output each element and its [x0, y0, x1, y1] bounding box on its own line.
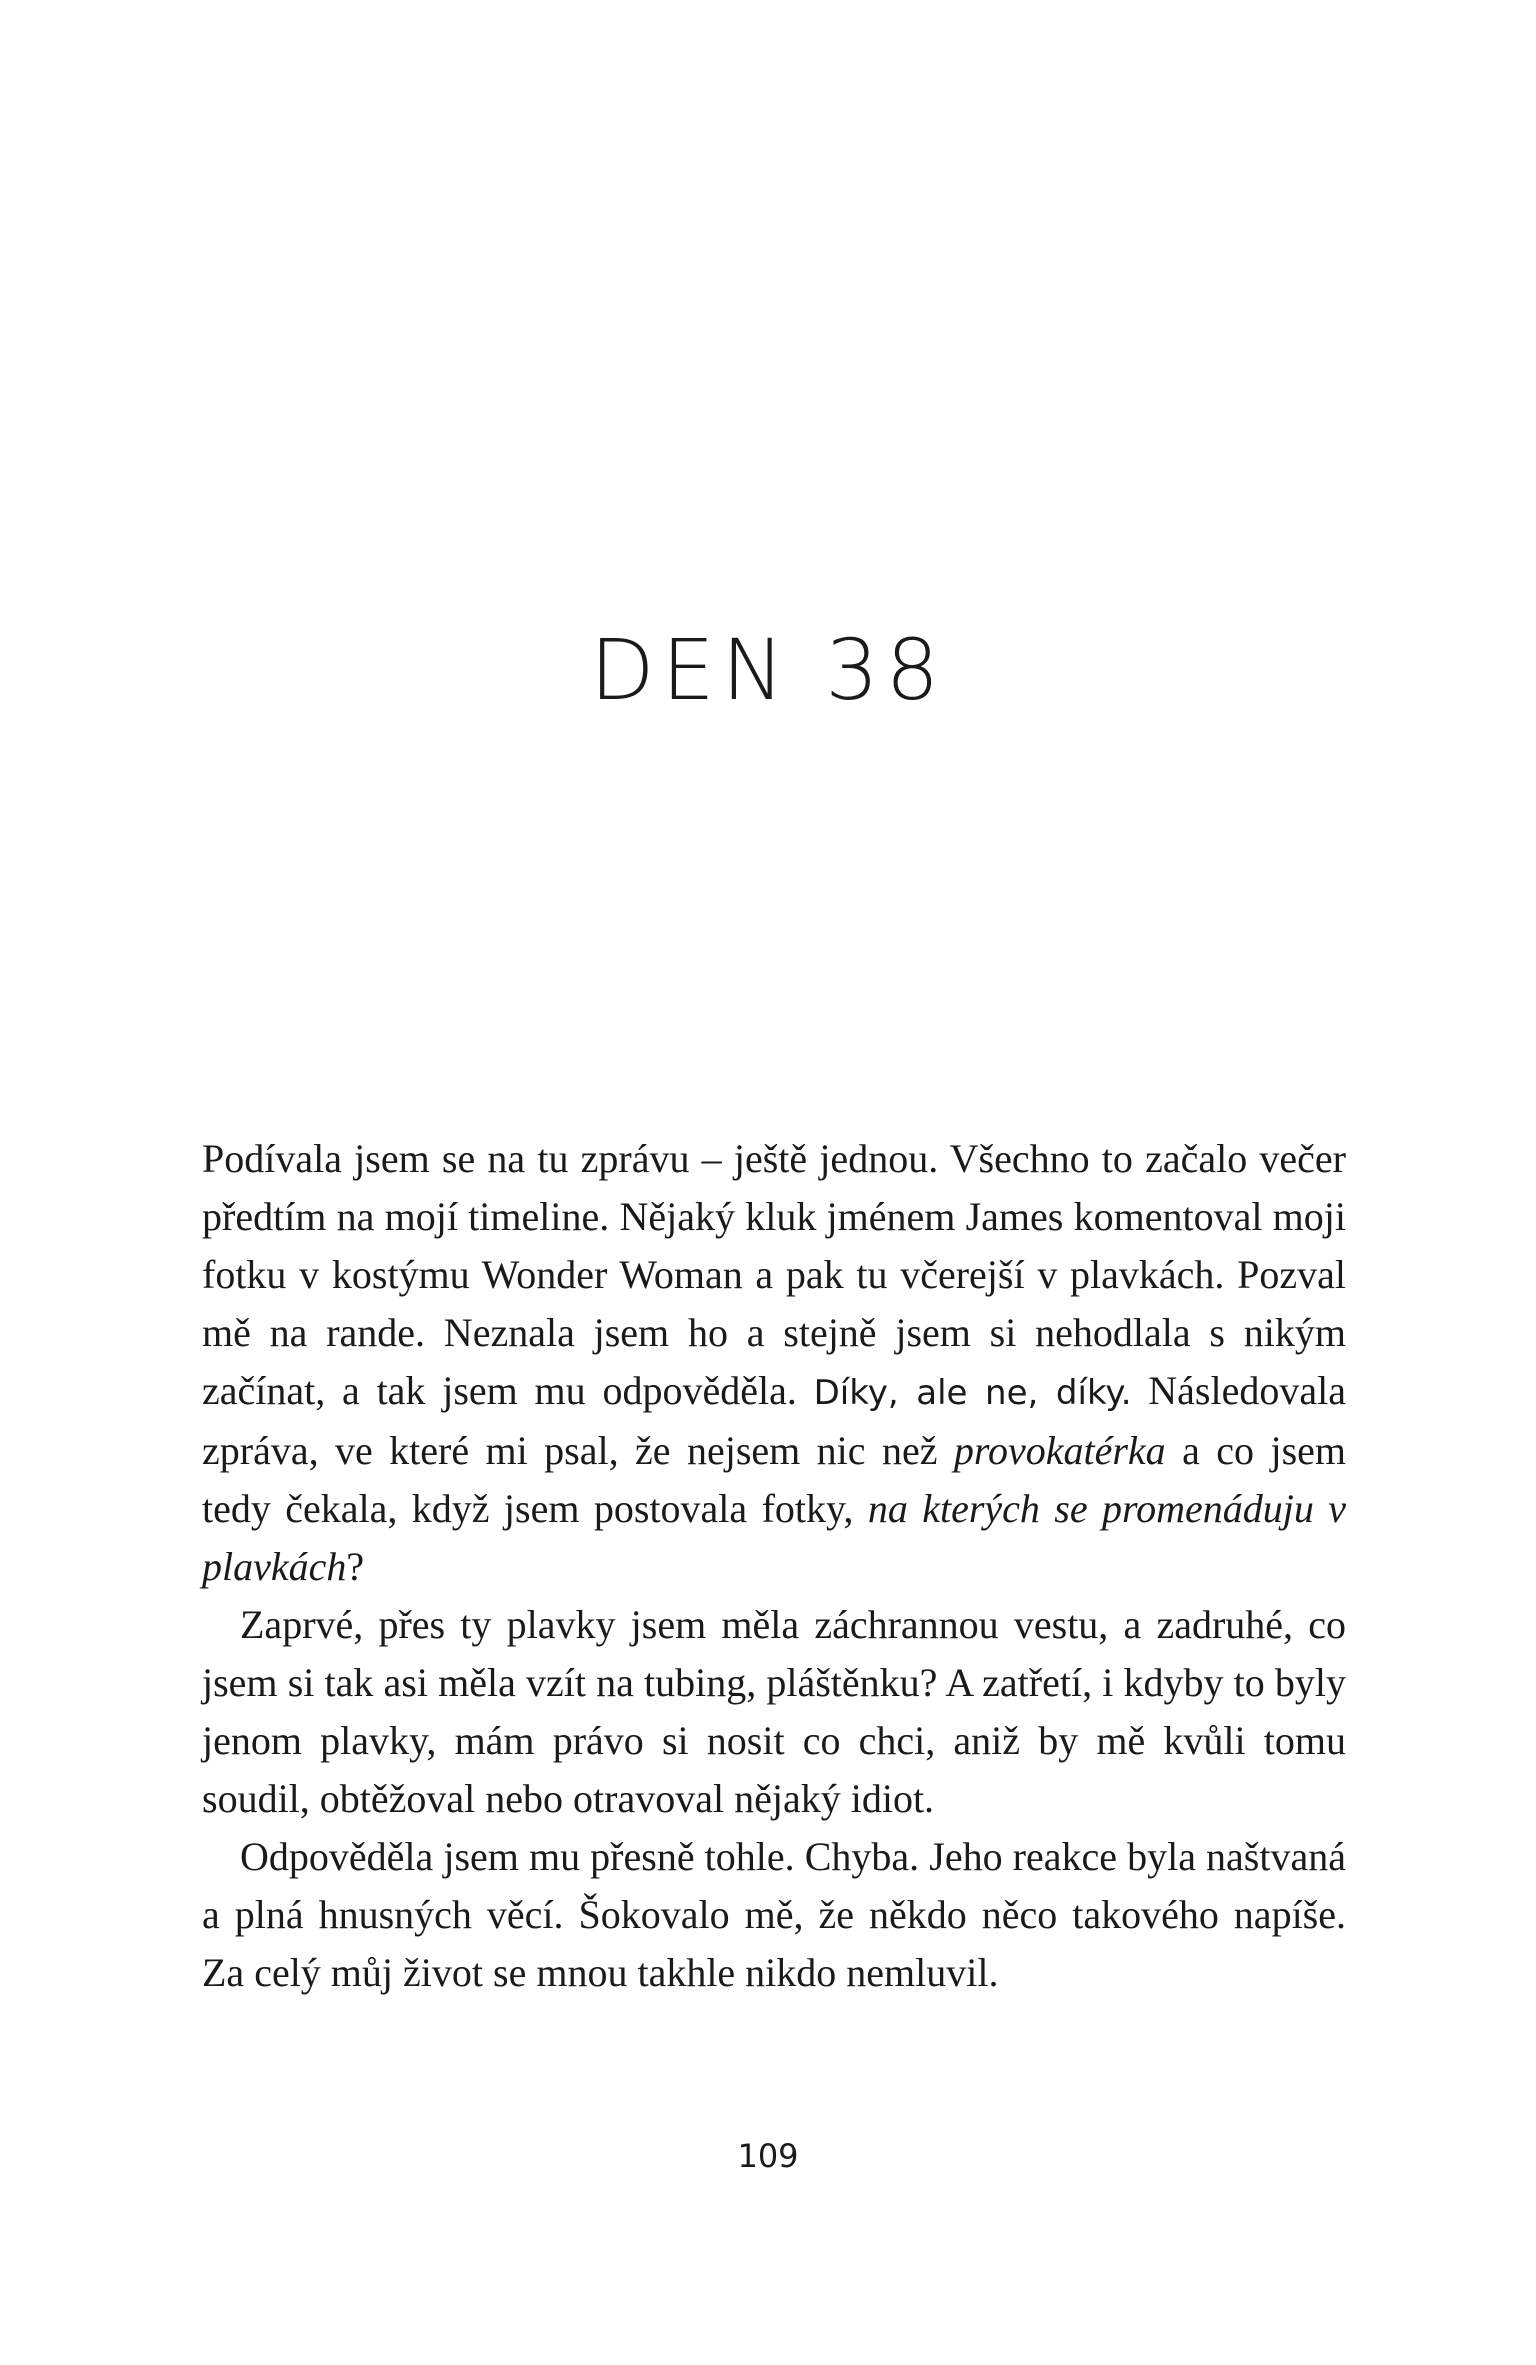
chapter-title: DEN 38: [589, 621, 947, 719]
paragraph-3: Odpověděla jsem mu přesně tohle. Chyba. Jeho reakce byla naštvaná a plná hnusných věcí. Šokovalo mě, že někdo něco takového napíše. Za celý můj život se mnou takhle nikdo nemluvil.: [202, 1834, 1346, 1995]
page-number: 109: [737, 2137, 799, 2175]
emphasis-text: provokatérka: [953, 1428, 1166, 1473]
paragraph-text: Následovala zpráva, ve které mi psal, že nejsem nic než: [202, 1368, 1346, 1473]
paragraph-text: Podívala jsem se na tu zprávu – ještě jednou. Všechno to začalo večer předtím na mojí timeline. Nějaký kluk jménem James komentoval moji fotku v kostýmu Wonder Woman a pak tu včerejší v plavkách. Pozval mě na rande. Neznala jsem ho a stejně jsem si nehodlala s nikým začínat, a tak jsem mu odpověděla.: [202, 1136, 1346, 1413]
paragraph-text: ?: [346, 1544, 365, 1589]
paragraph-1: [202, 1130, 1346, 1596]
paragraph-2: Zaprvé, přes ty plavky jsem měla záchrannou vestu, a zadruhé, co jsem si tak asi měla vzít na tubing, pláštěnku? A zatřetí, i kdyby to byly jenom plavky, mám právo si nosit co chci, aniž by mě kvůli tomu soudil, obtěžoval nebo otravoval nějaký idiot.: [202, 1602, 1346, 1821]
message-quote: Díky, ale ne, díky.: [813, 1373, 1132, 1413]
emphasis-text: na kterých se promenáduju v plavkách: [202, 1486, 1346, 1589]
paragraph-text: a co jsem tedy čekala, když jsem postovala fotky,: [202, 1428, 1347, 1531]
body-text: [202, 1130, 1346, 2002]
